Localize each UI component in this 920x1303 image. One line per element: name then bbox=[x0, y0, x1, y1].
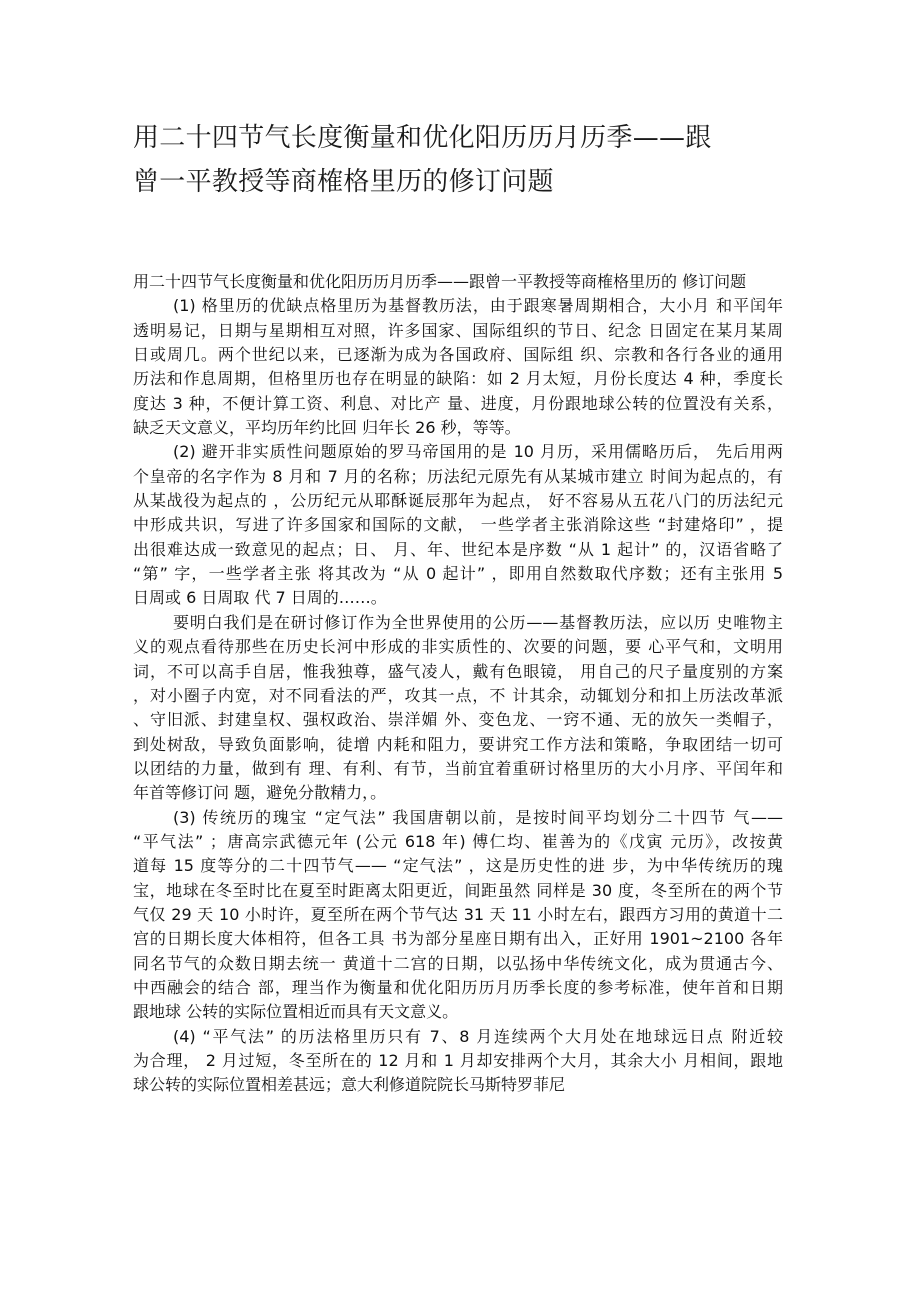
text-line: (3) 传统历的瑰宝 “定气法” 我国唐朝以前，是按时间平均划分二十四节 气—— bbox=[173, 807, 783, 827]
text-line: 中形成共识，写进了许多国家和国际的文献， 一些学者主张消除这些 “封建烙印” ，提 bbox=[133, 515, 783, 535]
text-line: 度达 3 种，不便计算工资、利息、对比产 量、进度，月份跟地球公转的位置没有关系， bbox=[133, 393, 783, 413]
text-line: 道每 15 度等分的二十四节气—— “定气法” ，这是历史性的进 步，为中华传统历的瑰 bbox=[133, 856, 783, 876]
text-line: “平气法” ；唐高宗武德元年 (公元 618 年) 傅仁均、崔善为的《戊寅 元历》，改按黄 bbox=[133, 831, 783, 851]
text-line: “第” 字，一些学者主张 将其改为 “从 0 起计” ，即用自然数取代序数；还有主张用 5 bbox=[133, 564, 783, 584]
text-line: 词，不可以高手自居，惟我独尊，盛气凌人，戴有色眼镜， 用自己的尺子量度别的方案 bbox=[133, 661, 783, 681]
document-title bbox=[133, 116, 773, 204]
text-line: (4) “平气法” 的历法格里历只有 7、8 月连续两个大月处在地球远日点 附近较 bbox=[173, 1026, 783, 1046]
text-line: 历法和作息周期，但格里历也存在明显的缺陷：如 2 月太短，月份长度达 4 种，季度长 bbox=[133, 369, 783, 389]
text-line: (2) 避开非实质性问题原始的罗马帝国用的是 10 月历，采用儒略历后， 先后用两 bbox=[173, 442, 783, 462]
text-line: 缺乏天文意义，平均历年约比回 归年长 26 秒，等等。 bbox=[133, 418, 521, 438]
text-line: 用二十四节气长度衡量和优化阳历历月历季——跟曾一平教授等商榷格里历的 修订问题 bbox=[133, 272, 747, 291]
text-line: 宝，地球在冬至时比在夏至时距离太阳更近，间距虽然 同样是 30 度，冬至所在的两个节 bbox=[133, 880, 783, 900]
text-line: 为合理， 2 月过短，冬至所在的 12 月和 1 月却安排两个大月，其余大小 月相间，跟地 bbox=[133, 1051, 783, 1070]
text-line: 日周或 6 日周取 代 7 日周的……。 bbox=[133, 588, 387, 608]
text-line: 个皇帝的名字作为 8 月和 7 月的名称；历法纪元原先有从某城市建立 时间为起点的，有 bbox=[133, 466, 783, 486]
text-line: 以团结的力量，做到有 理、有利、有节，当前宜着重研讨格里历的大小月序、平闰年和 bbox=[133, 758, 783, 778]
text-line: 日或周几。两个世纪以来，已逐渐为成为各国政府、国际组 织、宗教和各行各业的通用 bbox=[133, 345, 783, 365]
text-line: ，对小圈子内宽，对不同看法的严，攻其一点，不 计其余，动辄划分和扣上历法改革派 bbox=[133, 685, 783, 705]
paragraph bbox=[133, 806, 783, 1025]
text-line: 气仅 29 天 10 小时许，夏至所在两个节气达 31 天 11 小时左右，跟西方习用的黄道十二 bbox=[133, 904, 783, 924]
text-line: 宫的日期长度大体相符，但各工具 书为部分星座日期有出入，正好用 1901~2100 各年 bbox=[133, 929, 783, 949]
text-line: 义的观点看待那些在历史长河中形成的非实质性的、次要的问题，要 心平气和，文明用 bbox=[133, 637, 783, 657]
text-line: 透明易记，日期与星期相互对照，许多国家、国际组织的节日、纪念 日固定在某月某周 bbox=[133, 320, 783, 340]
text-line: 出很难达成一致意见的起点；日、 月、年、世纪本是序数 “从 1 起计” 的，汉语省略了 bbox=[133, 539, 783, 559]
text-line: 从某战役为起点的 ，公历纪元从耶酥诞辰那年为起点， 好不容易从五花八门的历法纪元 bbox=[133, 491, 783, 511]
text-line: 到处树敌，导致负面影响，徒增 内耗和阻力，要讲究工作方法和策略，争取团结一切可 bbox=[133, 734, 783, 754]
title-line-2: 曾一平教授等商榷格里历的修订问题 bbox=[133, 167, 554, 197]
text-line: 、守旧派、封建皇权、强权政治、崇洋媚 外、变色龙、一窍不通、无的放矢一类帽子， bbox=[133, 710, 783, 730]
text-line: 要明白我们是在研讨修订作为全世界使用的公历——基督教历法，应以历 史唯物主 bbox=[173, 612, 783, 632]
text-line: 同名节气的众数日期去统一 黄道十二宫的日期，以弘扬中华传统文化，成为贯通古今、 bbox=[133, 953, 783, 973]
paragraph bbox=[133, 1025, 783, 1098]
paragraph bbox=[133, 611, 783, 806]
paragraph bbox=[133, 294, 783, 440]
text-line: 年首等修订问 题，避免分散精力，。 bbox=[133, 783, 387, 803]
text-line: 中西融会的结合 部，理当作为衡量和优化阳历历月历季长度的参考标准，使年首和日期 bbox=[133, 977, 783, 997]
paragraph bbox=[133, 270, 783, 294]
paragraph bbox=[133, 440, 783, 610]
title-line-1: 用二十四节气长度衡量和优化阳历历月历季——跟 bbox=[133, 123, 712, 153]
text-line: (1) 格里历的优缺点格里历为基督教历法，由于跟寒暑周期相合，大小月 和平闰年 bbox=[173, 296, 783, 316]
text-line: 跟地球 公转的实际位置相近而具有天文意义。 bbox=[133, 1002, 459, 1022]
document-body bbox=[133, 270, 783, 1098]
text-line: 球公转的实际位置相差甚远；意大利修道院院长马斯特罗菲尼 bbox=[133, 1075, 566, 1095]
